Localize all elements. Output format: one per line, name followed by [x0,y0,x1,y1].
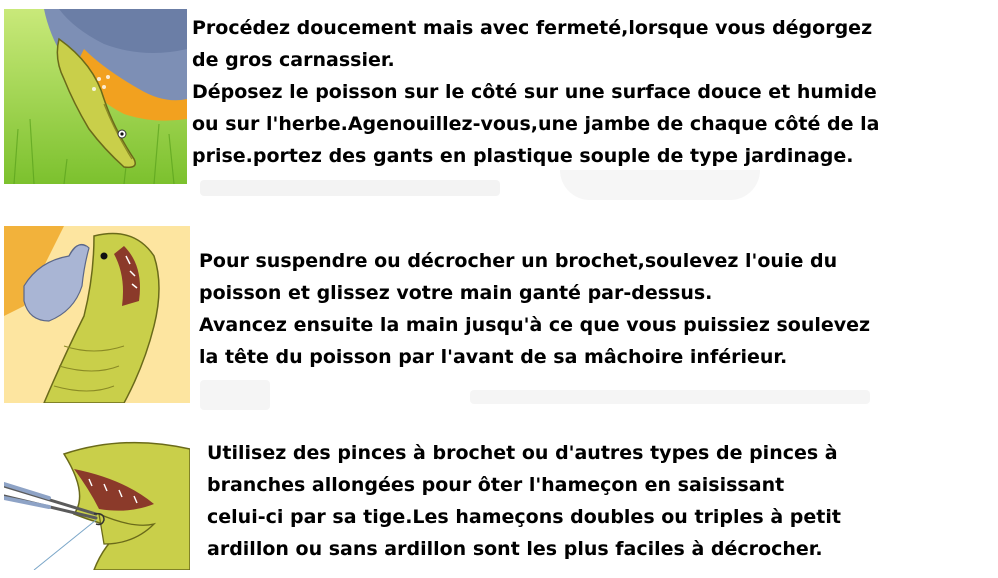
text-line: prise.portez des gants en plastique souple de type jardinage. [192,145,854,167]
text-line: Avancez ensuite la main jusqu'à ce que vous puissiez soulevez [199,314,871,336]
background-watermark [200,380,270,410]
text-line: poisson et glissez votre main ganté par-dessus. [199,282,713,304]
text-line: branches allongées pour ôter l'hameçon en saisissant [207,474,785,496]
text-line: Pour suspendre ou décrocher un brochet,soulevez l'ouie du [199,250,838,272]
section-3-text [207,437,841,565]
gloved-hand-lifting-pike-illustration [4,226,190,403]
background-watermark [560,170,760,200]
background-watermark [200,180,500,196]
text-line: Déposez le poisson sur le côté sur une surface douce et humide [192,81,877,103]
text-line: Utilisez des pinces à brochet ou d'autres types de pinces à [207,442,838,464]
pike-on-grass-illustration [4,9,187,184]
pliers-removing-hook-illustration [4,434,190,570]
section-1-text [192,12,879,172]
text-line: ou sur l'herbe.Agenouillez-vous,une jambe de chaque côté de la [192,113,880,135]
section-2-text [199,245,870,373]
text-line: celui-ci par sa tige.Les hameçons doubles ou triples à petit [207,506,841,528]
background-watermark [470,390,870,404]
text-line: la tête du poisson par l'avant de sa mâchoire inférieur. [199,346,788,368]
text-line: de gros carnassier. [192,49,395,71]
text-line: ardillon ou sans ardillon sont les plus faciles à décrocher. [207,538,823,560]
text-line: Procédez doucement mais avec fermeté,lorsque vous dégorgez [192,17,873,39]
